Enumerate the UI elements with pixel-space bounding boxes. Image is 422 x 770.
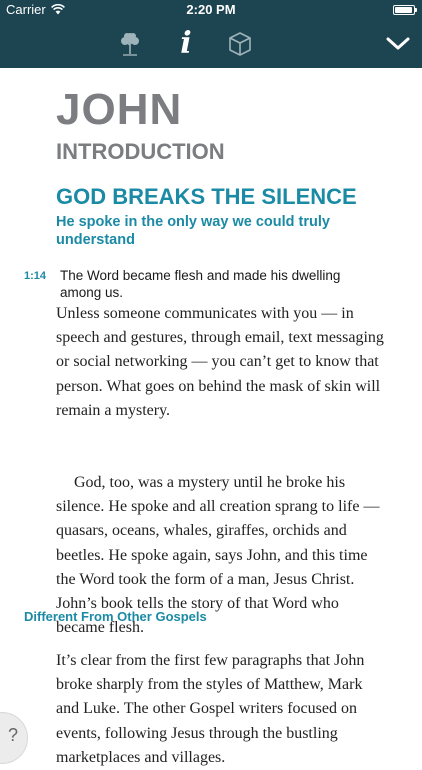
status-time: 2:20 PM <box>186 2 236 17</box>
chevron-down-icon <box>385 36 411 52</box>
cube-button[interactable] <box>225 28 255 60</box>
book-subtitle: INTRODUCTION <box>56 139 225 164</box>
battery-level <box>395 7 412 13</box>
carrier-label: Carrier <box>6 2 46 17</box>
info-icon: i <box>180 26 192 61</box>
book-title: JOHN <box>56 85 183 134</box>
subheading: Different From Other Gospels <box>24 609 207 624</box>
verse-text: The Word became flesh and made his dwelling among us. <box>60 268 341 300</box>
paragraph: God, too, was a mystery until he broke his silence. He spoke and all creation sprang to life — quasars, oceans, whales, giraffes, orchids and beetles. He spoke again, says John, and this time the Word took the form of a man, Jesus Christ. John’s book tells the story of that Word who became flesh. <box>56 474 380 637</box>
paragraph: It’s clear from the first few paragraphs that John broke sharply from the styles of Matthew, Mark and Luke. The other Gospel writers focused on events, following Jesus through the bustling marketplaces and villages. <box>56 652 365 766</box>
battery-icon <box>393 5 415 15</box>
info-button[interactable] <box>173 26 199 62</box>
top-toolbar <box>0 20 422 68</box>
help-icon: ? <box>8 725 19 745</box>
collapse-button[interactable] <box>380 30 416 58</box>
verse-reference[interactable]: 1:14 <box>24 270 47 282</box>
cube-icon <box>227 31 253 57</box>
section-subtitle: He spoke in the only way we could truly understand <box>56 214 330 248</box>
tree-button[interactable] <box>116 28 144 60</box>
paragraph: Unless someone communicates with you — in speech and gestures, through email, text messaging or social networking — you can’t get to know that person. What goes on behind the mask of skin will remain a mystery. <box>56 305 384 419</box>
status-bar <box>0 0 422 20</box>
tree-icon <box>119 31 141 57</box>
section-title: GOD BREAKS THE SILENCE <box>56 184 357 209</box>
